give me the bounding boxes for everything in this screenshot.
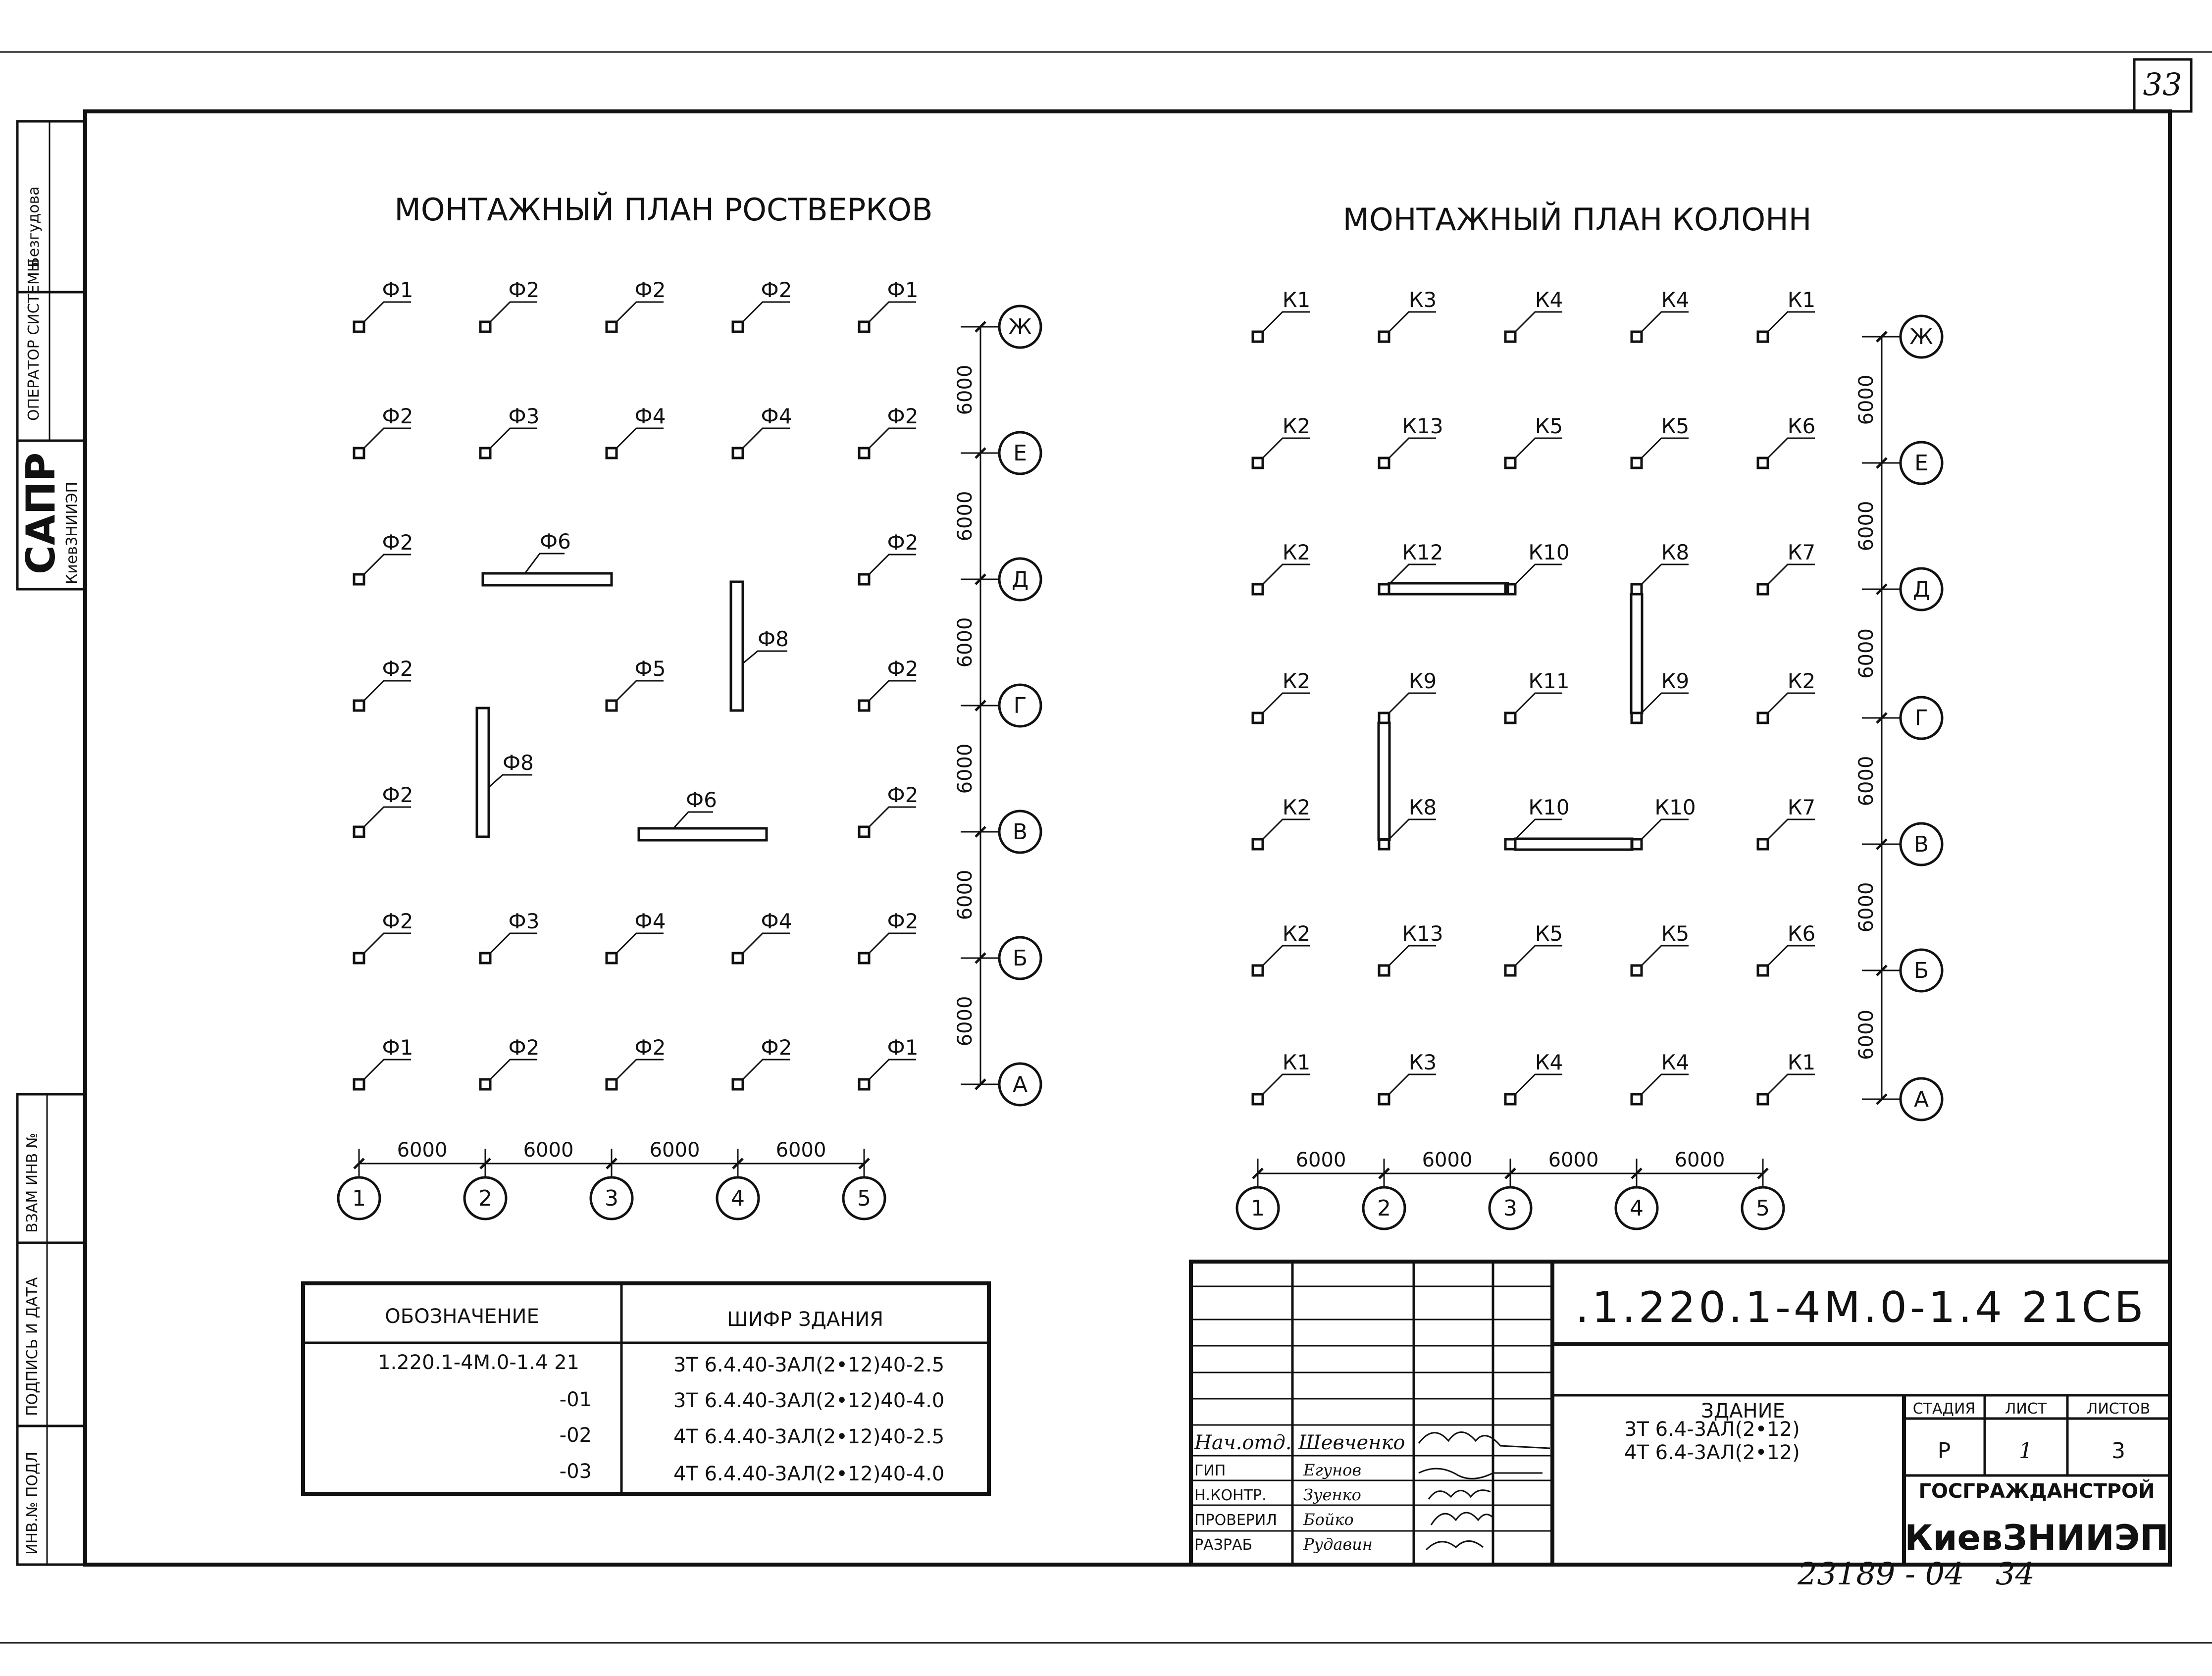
- row-dimension: 6000: [1855, 882, 1878, 933]
- column-label: К5: [1661, 921, 1690, 946]
- column-label: К13: [1402, 414, 1443, 438]
- table-cell-designation: -03: [559, 1460, 592, 1483]
- table-cell-code: 4Т 6.4.40-3АЛ(2•12)40-2.5: [673, 1425, 945, 1448]
- signature-name: Безгудова: [25, 186, 43, 267]
- row-axis-label: Ж: [1008, 314, 1032, 340]
- column-label: К5: [1535, 414, 1563, 438]
- role-label: ПРОВЕРИЛ: [1194, 1512, 1277, 1529]
- column-label: К4: [1535, 288, 1563, 312]
- column-label: К2: [1787, 669, 1816, 693]
- column-label: К2: [1282, 540, 1311, 564]
- role-label: ГИП: [1194, 1462, 1226, 1479]
- org-top: ГОСГРАЖДАНСТРОЙ: [1918, 1480, 2155, 1503]
- role-label: РАЗРАБ: [1194, 1536, 1253, 1554]
- building-line-1: 3Т 6.4-3АЛ(2•12): [1624, 1418, 1800, 1441]
- foundation-label: Ф4: [761, 404, 792, 428]
- row-dimension: 6000: [954, 617, 977, 668]
- foundation-label: Ф6: [686, 788, 717, 812]
- foundation-label: Ф4: [761, 909, 792, 933]
- column-axis-label: 5: [857, 1186, 871, 1211]
- row-dimension: 6000: [954, 491, 977, 542]
- foundation-label: Ф2: [761, 1035, 792, 1060]
- column-axis-label: 1: [352, 1186, 366, 1211]
- foundation-label: Ф3: [508, 404, 540, 428]
- column-dimension: 6000: [523, 1139, 574, 1162]
- column-label: К10: [1528, 795, 1570, 819]
- foundation-label: Ф1: [887, 1035, 919, 1060]
- table-header-designation: ОБОЗНАЧЕНИЕ: [385, 1305, 539, 1328]
- foundation-label: Ф2: [887, 783, 919, 807]
- person-name: Егунов: [1303, 1461, 1362, 1479]
- column-label: К3: [1408, 1050, 1437, 1074]
- foundation-label: Ф1: [382, 278, 413, 302]
- column-dimension: 6000: [1295, 1149, 1346, 1171]
- row-dimension: 6000: [954, 996, 977, 1047]
- foundation-label: Ф4: [634, 909, 666, 933]
- column-label: К6: [1787, 921, 1816, 946]
- row-axis-label: Д: [1912, 577, 1930, 602]
- column-label: К1: [1787, 1050, 1816, 1074]
- column-axis-label: 1: [1251, 1196, 1265, 1221]
- operator-label: ОПЕРАТОР СИСТЕМЫ: [25, 258, 43, 421]
- column-label: К2: [1282, 795, 1311, 819]
- column-label: К1: [1282, 288, 1311, 312]
- row-axis-label: Е: [1914, 451, 1928, 476]
- row-dimension: 6000: [954, 364, 977, 415]
- row-dimension: 6000: [1855, 756, 1878, 807]
- column-label: К2: [1282, 414, 1311, 438]
- row-axis-label: А: [1913, 1087, 1929, 1112]
- sapr-org: КиевЗНИИЭП: [63, 481, 81, 584]
- column-axis-label: 3: [1503, 1196, 1517, 1221]
- table-cell-code: 3Т 6.4.40-3АЛ(2•12)40-4.0: [673, 1389, 945, 1412]
- building-line-2: 4Т 6.4-3АЛ(2•12): [1624, 1441, 1800, 1464]
- column-label: К7: [1787, 795, 1816, 819]
- column-axis-label: 2: [478, 1186, 492, 1211]
- table-cell-designation: 1.220.1-4М.0-1.4 21: [378, 1351, 579, 1374]
- row-axis-label: А: [1012, 1072, 1028, 1097]
- column-label: К11: [1528, 669, 1570, 693]
- column-label: К4: [1535, 1050, 1563, 1074]
- column-label: К9: [1408, 669, 1437, 693]
- row-dimension: 6000: [1855, 374, 1878, 425]
- drawing-code: .1.220.1-4М.0-1.4 21СБ: [1575, 1283, 2147, 1332]
- row-axis-label: Г: [1914, 706, 1928, 731]
- foundation-label: Ф4: [634, 404, 666, 428]
- foundation-label: Ф2: [887, 657, 919, 681]
- column-label: К9: [1661, 669, 1690, 693]
- person-name: Шевченко: [1298, 1431, 1405, 1454]
- column-axis-label: 5: [1756, 1196, 1770, 1221]
- column-dimension: 6000: [1674, 1149, 1725, 1171]
- column-axis-label: 4: [1630, 1196, 1644, 1221]
- foundation-label: Ф6: [540, 529, 571, 554]
- column-dimension: 6000: [397, 1139, 448, 1162]
- row-axis-label: Д: [1011, 567, 1029, 592]
- person-name: Бойко: [1303, 1510, 1354, 1529]
- column-label: К2: [1282, 921, 1311, 946]
- column-label: К4: [1661, 288, 1690, 312]
- foundation-label: Ф2: [382, 783, 413, 807]
- column-label: К8: [1661, 540, 1690, 564]
- column-dimension: 6000: [1548, 1149, 1599, 1171]
- column-label: К1: [1282, 1050, 1311, 1074]
- column-label: К3: [1408, 288, 1437, 312]
- bottom-number-right: 34: [1996, 1556, 2035, 1592]
- column-label: К12: [1402, 540, 1443, 564]
- foundation-label: Ф2: [382, 404, 413, 428]
- table-header-code: ШИФР ЗДАНИЯ: [726, 1308, 884, 1331]
- role-label: Нач.отд.: [1194, 1431, 1292, 1454]
- foundation-label: Ф1: [887, 278, 919, 302]
- row-axis-label: Б: [1913, 958, 1929, 983]
- table-cell-code: 3Т 6.4.40-3АЛ(2•12)40-2.5: [673, 1354, 945, 1376]
- foundation-label: Ф8: [758, 627, 789, 651]
- table-cell-code: 4Т 6.4.40-3АЛ(2•12)40-4.0: [673, 1463, 945, 1485]
- column-label: К4: [1661, 1050, 1690, 1074]
- org-bottom: КиевЗНИИЭП: [1904, 1518, 2169, 1558]
- row-dimension: 6000: [1855, 501, 1878, 552]
- row-axis-label: В: [1012, 819, 1028, 845]
- column-label: К1: [1787, 288, 1816, 312]
- foundation-label: Ф3: [508, 909, 540, 933]
- column-label: К5: [1661, 414, 1690, 438]
- sheets-value: 3: [2111, 1438, 2125, 1464]
- column-label: К6: [1787, 414, 1816, 438]
- foundation-label: Ф1: [382, 1035, 413, 1060]
- column-axis-label: 4: [731, 1186, 745, 1211]
- foundation-label: Ф2: [634, 1035, 666, 1060]
- column-dimension: 6000: [1422, 1149, 1473, 1171]
- stamp-label-2: ПОДПИСЬ И ДАТА: [24, 1277, 41, 1416]
- sheet-label: ЛИСТ: [2005, 1400, 2047, 1418]
- foundation-label: Ф8: [503, 751, 534, 775]
- row-axis-label: Ж: [1909, 324, 1933, 350]
- stamp-label-1: ВЗАМ ИНВ №: [24, 1132, 41, 1233]
- foundation-label: Ф2: [634, 278, 666, 302]
- row-axis-label: Е: [1013, 441, 1027, 466]
- table-cell-designation: -02: [559, 1424, 592, 1447]
- foundation-label: Ф2: [382, 530, 413, 555]
- column-label: К8: [1408, 795, 1437, 819]
- stage-value: Р: [1937, 1438, 1951, 1464]
- column-label: К13: [1402, 921, 1443, 946]
- stamp-label-3: ИНВ.№ ПОДЛ: [24, 1451, 41, 1555]
- column-axis-label: 3: [605, 1186, 618, 1211]
- row-dimension: 6000: [954, 869, 977, 920]
- foundation-label: Ф2: [382, 657, 413, 681]
- person-name: Рудавин: [1303, 1535, 1373, 1554]
- building-title: ЗДАНИЕ: [1701, 1400, 1785, 1422]
- right-plan-title: МОНТАЖНЫЙ ПЛАН КОЛОНН: [1342, 202, 1812, 238]
- column-label: К7: [1787, 540, 1816, 564]
- column-label: К10: [1528, 540, 1570, 564]
- sheet-value: 1: [2019, 1438, 2033, 1464]
- left-plan-title: МОНТАЖНЫЙ ПЛАН РОСТВЕРКОВ: [394, 192, 933, 228]
- column-label: К5: [1535, 921, 1563, 946]
- foundation-label: Ф2: [382, 909, 413, 933]
- row-axis-label: Г: [1013, 693, 1027, 718]
- foundation-label: Ф2: [887, 404, 919, 428]
- column-dimension: 6000: [649, 1139, 700, 1162]
- row-dimension: 6000: [954, 743, 977, 794]
- stage-label: СТАДИЯ: [1912, 1400, 1976, 1418]
- foundation-label: Ф2: [887, 909, 919, 933]
- table-cell-designation: -01: [559, 1388, 592, 1411]
- foundation-label: Ф2: [887, 530, 919, 555]
- row-axis-label: Б: [1012, 946, 1028, 971]
- sheets-label: ЛИСТОВ: [2086, 1400, 2151, 1418]
- sheet-number: 33: [2143, 66, 2182, 102]
- sapr-label: САПР: [18, 452, 64, 574]
- column-label: К2: [1282, 669, 1311, 693]
- foundation-label: Ф5: [634, 657, 666, 681]
- column-dimension: 6000: [775, 1139, 826, 1162]
- foundation-label: Ф2: [761, 278, 792, 302]
- column-label: К10: [1654, 795, 1696, 819]
- role-label: Н.КОНТР.: [1194, 1487, 1267, 1504]
- foundation-label: Ф2: [508, 278, 540, 302]
- column-axis-label: 2: [1377, 1196, 1391, 1221]
- person-name: Зуенко: [1303, 1485, 1361, 1504]
- row-axis-label: В: [1913, 832, 1929, 857]
- bottom-number-left: 23189 - 04: [1798, 1556, 1964, 1592]
- row-dimension: 6000: [1855, 628, 1878, 679]
- foundation-label: Ф2: [508, 1035, 540, 1060]
- row-dimension: 6000: [1855, 1010, 1878, 1060]
